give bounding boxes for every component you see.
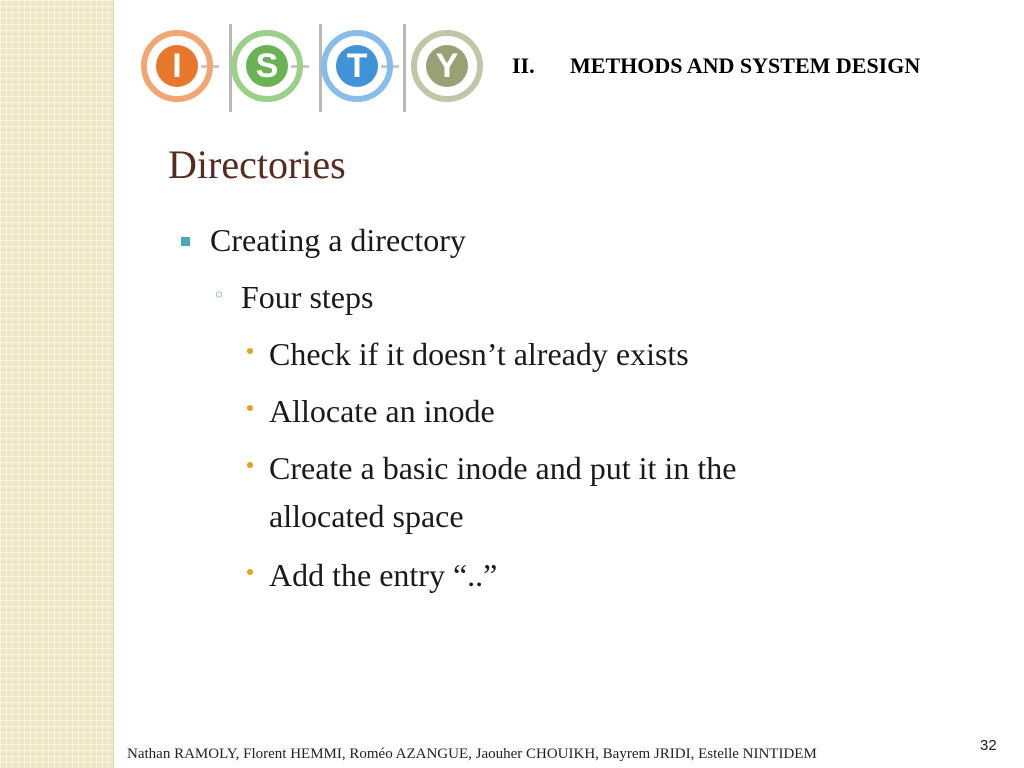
ring-bullet-icon: ◦ bbox=[213, 283, 225, 307]
step-item-continuation: allocated space bbox=[269, 498, 464, 534]
page-number: 32 bbox=[980, 737, 997, 754]
logo-letter-s: S bbox=[231, 30, 303, 102]
logo-letter-i: I bbox=[141, 30, 213, 102]
bullet-level1: Creating a directory bbox=[210, 222, 466, 258]
section-number: II. bbox=[512, 53, 535, 78]
step-item: Create a basic inode and put it in the bbox=[269, 450, 737, 486]
logo-separator bbox=[403, 24, 406, 112]
dot-bullet-icon bbox=[247, 348, 253, 354]
logo-letter-t: T bbox=[321, 30, 393, 102]
step-item: Check if it doesn’t already exists bbox=[269, 336, 689, 372]
square-bullet-icon bbox=[181, 237, 190, 246]
dot-bullet-icon bbox=[247, 462, 253, 468]
step-item: Add the entry “..” bbox=[269, 557, 498, 593]
footer-authors: Nathan RAMOLY, Florent HEMMI, Roméo AZANGUE, Jaouher CHOUIKH, Bayrem JRIDI, Estelle NINTIDEM bbox=[127, 746, 817, 762]
section-header bbox=[512, 53, 992, 79]
logo-letter-y: Y bbox=[411, 30, 483, 102]
slide-title: Directories bbox=[168, 142, 346, 187]
isty-logo bbox=[133, 24, 485, 112]
dot-bullet-icon bbox=[247, 405, 253, 411]
decorative-side-band bbox=[0, 0, 114, 768]
step-item: Allocate an inode bbox=[269, 393, 495, 429]
dot-bullet-icon bbox=[247, 569, 253, 575]
bullet-level2: Four steps bbox=[241, 279, 374, 315]
section-title: METHODS AND SYSTEM DESIGN bbox=[570, 53, 921, 78]
